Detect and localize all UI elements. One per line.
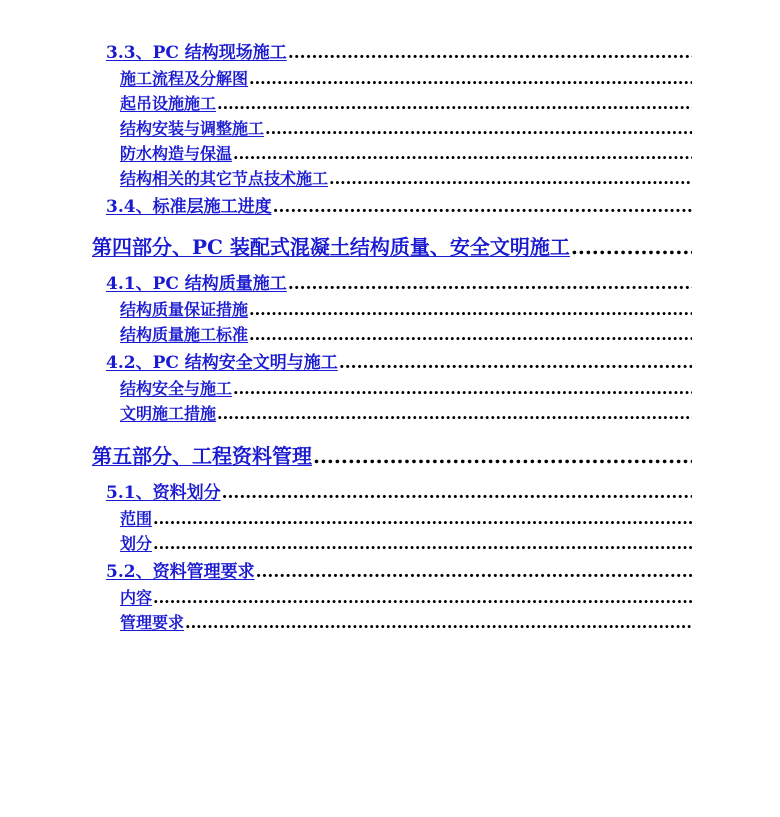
toc-link[interactable]: 5.1、资料划分 — [106, 483, 221, 503]
toc-entry[interactable] — [120, 531, 692, 554]
toc-link[interactable]: 文明施工措施 — [120, 404, 217, 423]
leader-dots — [339, 353, 692, 373]
leader-dots — [256, 562, 692, 582]
toc-entry[interactable] — [120, 610, 692, 633]
toc-entry[interactable] — [120, 166, 692, 189]
toc-link[interactable]: 4.1、PC 结构质量施工 — [106, 274, 287, 294]
toc-link[interactable]: 第五部分、工程资料管理 — [92, 444, 312, 468]
leader-dots — [329, 169, 692, 188]
toc-link[interactable]: 范围 — [120, 509, 153, 528]
leader-dots — [233, 379, 692, 398]
leader-dots — [217, 94, 692, 113]
toc-entry-4-1[interactable] — [106, 269, 692, 294]
leader-dots — [313, 444, 692, 468]
leader-dots — [265, 119, 692, 138]
toc-entry-3-4[interactable] — [106, 192, 692, 217]
toc-entry-5-2[interactable] — [106, 557, 692, 582]
leader-dots — [233, 144, 692, 163]
toc-link[interactable]: 管理要求 — [120, 613, 185, 632]
leader-dots — [288, 43, 692, 63]
toc-entry-3-3[interactable] — [106, 38, 692, 63]
toc-link[interactable]: 内容 — [120, 588, 153, 607]
toc-link[interactable]: 划分 — [120, 534, 153, 553]
toc-entry[interactable] — [120, 66, 692, 89]
toc-link[interactable]: 3.3、PC 结构现场施工 — [106, 43, 287, 63]
toc-link[interactable]: 结构质量施工标准 — [120, 325, 249, 344]
leader-dots — [153, 534, 692, 553]
leader-dots — [153, 588, 692, 607]
leader-dots — [273, 197, 692, 217]
leader-dots — [571, 235, 692, 259]
toc-entry[interactable] — [120, 116, 692, 139]
toc-entry-5-1[interactable] — [106, 478, 692, 503]
leader-dots — [288, 274, 692, 294]
toc-link[interactable]: 防水构造与保温 — [120, 144, 233, 163]
toc-link[interactable]: 结构安全与施工 — [120, 379, 233, 398]
leader-dots — [153, 509, 692, 528]
toc-link[interactable]: 施工流程及分解图 — [120, 69, 249, 88]
toc-entry-4-2[interactable] — [106, 348, 692, 373]
leader-dots — [217, 404, 692, 423]
toc-link[interactable]: 5.2、资料管理要求 — [106, 562, 255, 582]
toc-link[interactable]: 结构质量保证措施 — [120, 300, 249, 319]
leader-dots — [249, 325, 692, 344]
toc-entry[interactable] — [120, 585, 692, 608]
toc-entry[interactable] — [120, 141, 692, 164]
toc-link[interactable]: 4.2、PC 结构安全文明与施工 — [106, 353, 338, 373]
leader-dots — [222, 483, 692, 503]
toc-entry[interactable] — [120, 322, 692, 345]
toc-link[interactable]: 结构安装与调整施工 — [120, 119, 265, 138]
toc-entry-part-4[interactable] — [92, 231, 692, 260]
toc-link[interactable]: 3.4、标准层施工进度 — [106, 197, 272, 217]
toc-link[interactable]: 第四部分、PC 装配式混凝土结构质量、安全文明施工 — [92, 235, 570, 259]
toc-entry[interactable] — [120, 401, 692, 424]
leader-dots — [249, 69, 692, 88]
leader-dots — [185, 613, 692, 632]
toc-entry[interactable] — [120, 91, 692, 114]
toc-entry-part-5[interactable] — [92, 440, 692, 469]
toc-link[interactable]: 起吊设施施工 — [120, 94, 217, 113]
toc-entry[interactable] — [120, 376, 692, 399]
leader-dots — [249, 300, 692, 319]
toc-entry[interactable] — [120, 506, 692, 529]
toc-link[interactable]: 结构相关的其它节点技术施工 — [120, 169, 329, 188]
toc-entry[interactable] — [120, 297, 692, 320]
